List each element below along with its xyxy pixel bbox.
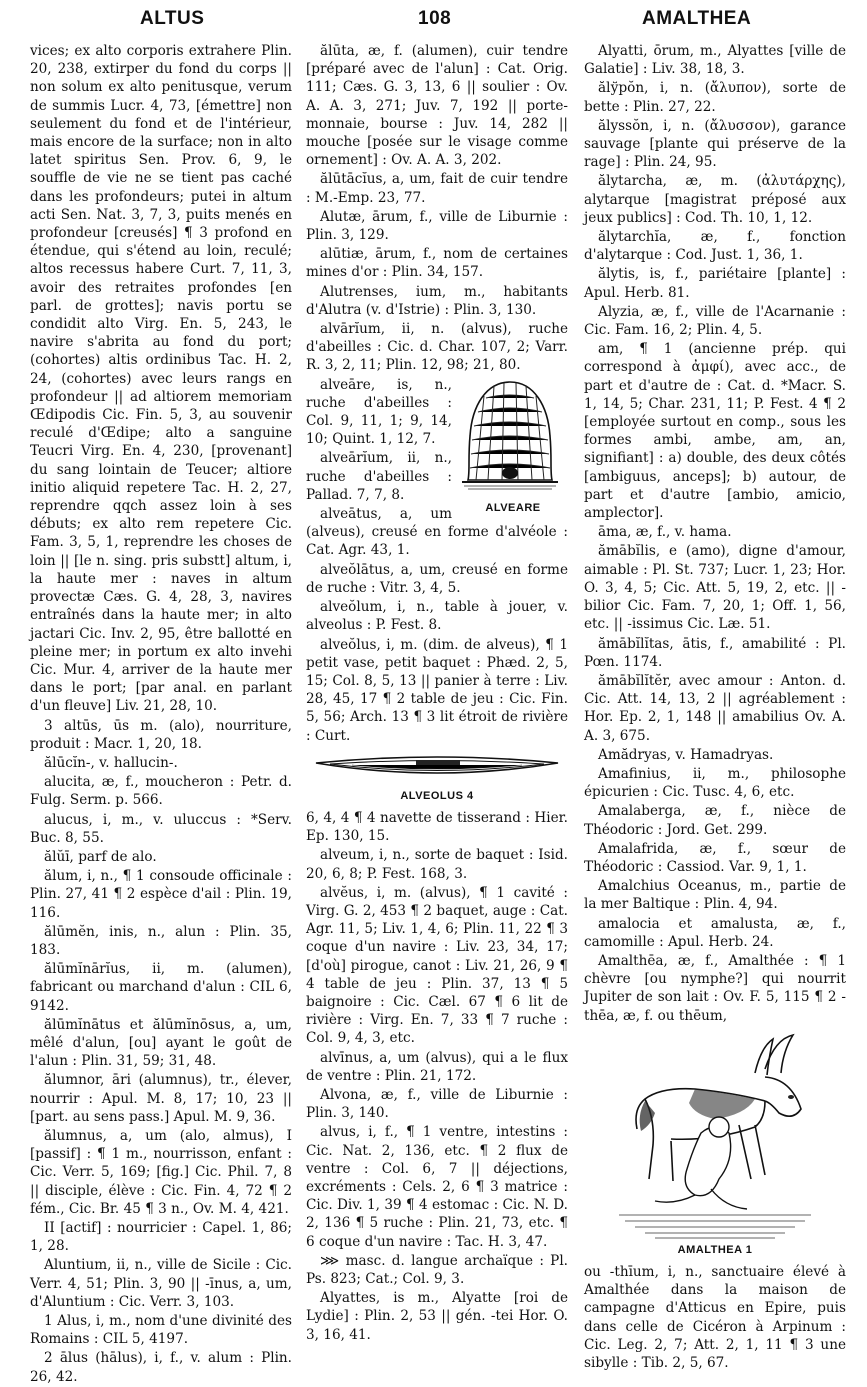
entry-alumnus: ălumnus, a, um (alo, almus), I [passif] : ¶ 1 m., nourrisson, enfant : Cic. Verr. 5, 169; [fig.] Cic. Phil. 7, 8 || disciple, élève : Cic. Fin. 4, 72 ¶ 2 fém., Cic. Br. 45 ¶ 3 n., Ov. M. 4, 421. — [30, 1127, 292, 1217]
entry-amabilitas: ămābĭlĭtas, ātis, f., amabilité : Pl. Pœn. 1174. — [584, 635, 846, 670]
page-number: 108 — [418, 8, 452, 29]
figure-alveare — [458, 376, 568, 517]
entry-alyatti: Alyatti, ōrum, m., Alyattes [ville de Galatie] : Liv. 38, 18, 3. — [584, 43, 846, 78]
entry-alveolus: alveŏlus, i, m. (dim. de alveus), ¶ 1 petit vase, petit baquet : Phæd. 2, 5, 15; Col. 8, 5, 13 || panier à terre : Liv. 28, 45, 17 ¶ 2 table de jeu : Cic. Fin. 5, 56; Arch. 13 ¶ 3 lit étroit de rivière : Curt. — [306, 636, 568, 744]
entry-aluta: ălūta, æ, f. (alumen), cuir tendre [préparé avec de l'alun] : Cat. Orig. 111; Cæs. G. 3, 13, 6 || soulier : Ov. A. A. 3, 271; Juv. 7, 192 || porte-monnaie, bourse : Juv. 14, 282 || mouche [posée sur le visage comme ornement] : Ov. A. A. 3, 202. — [306, 43, 568, 169]
entry-alvinus: alvīnus, a, um (alvus), qui a le flux de ventre : Plin. 21, 172. — [306, 1049, 568, 1084]
entry-alus-2: 2 ālus (hālus), i, f., v. alum : Plin. 26, 42. — [30, 1350, 292, 1385]
entry-alvus-note: ⋙ masc. d. langue archaïque : Pl. Ps. 823; Cat.; Col. 9, 3. — [306, 1252, 568, 1287]
figure-caption: ALVEARE — [485, 501, 541, 514]
entry-alveolus-continued: 6, 4, 4 ¶ 4 navette de tisserand : Hier. Ep. 130, 15. — [306, 809, 568, 845]
entry-alytarcha: ălytarcha, æ, m. (ἀλυτάρχης), alytarque [magistrat préposé aux jeux publics] : Cod. Th. 10, 1, 12. — [584, 173, 846, 226]
entry-alucin: ălūcĭn-, v. hallucin-. — [44, 754, 178, 771]
entry-alytarchia: ălytarchĭa, æ, f., fonction d'alytarque : Cod. Just. 1, 36, 1. — [584, 229, 846, 264]
entry-alum: ălum, i, n., ¶ 1 consoude officinale : Plin. 27, 41 ¶ 2 espèce d'ail : Plin. 19, 116. — [30, 868, 292, 921]
entry-ama: āma, æ, f., v. hama. — [598, 524, 732, 541]
figure-caption: ALVEOLUS 4 — [400, 789, 474, 802]
entry-alus-1: 1 Alus, i, m., nom d'une divinité des Romains : CIL 5, 4197. — [30, 1313, 292, 1348]
entry-aluntium: Aluntium, ii, n., ville de Sicile : Cic. Verr. 4, 51; Plin. 3, 90 || -īnus, a, um, d'Aluntium : Cic. Verr. 3, 103. — [30, 1257, 292, 1310]
entry-alveare: alveāre, is, n., ruche d'abeilles : Col. 9, 11, 1; 9, 14, 10; Quint. 1, 12, 7. — [306, 376, 452, 448]
column-2 — [306, 42, 568, 1345]
entry-amabiliter: ămābĭlĭtĕr, avec amour : Anton. d. Cic. Att. 14, 13, 2 || agréablement : Hor. Ep. 2, 1, 148 || amabilius Ov. A. A. 3, 675. — [584, 672, 846, 744]
goat-and-child-illustration — [615, 1029, 815, 1241]
entry-alvearium: alveārĭum, ii, n., ruche d'abeilles : Pallad. 7, 7, 8. — [306, 450, 452, 503]
entry-am: am, ¶ 1 (ancienne prép. qui correspond à ἀμφί), avec acc., de part et d'autre de : Cat. d. *Macr. S. 1, 14, 5; Char. 231, 11; P. Fest. 4 ¶ 2 [employée surtout en comp., sous les formes ambi, ambe, am, an, signifiant] : a) double, des deux côtés [ambiguus, anceps]; b) autour, de part et d'autre [ambio, amicio, amplector]. — [584, 341, 846, 522]
shuttle-illustration — [312, 749, 562, 787]
entry-alutacius: ălūtācĭus, a, um, fait de cuir tendre : M.-Emp. 23, 77. — [306, 171, 568, 206]
entry-alytis: ălytis, is, f., pariétaire [plante] : Apul. Herb. 81. — [584, 266, 846, 301]
entry-alucus: alucus, i, m., v. uluccus : *Serv. Buc. 8, 55. — [30, 811, 292, 846]
running-head-right: AMALTHEA — [642, 8, 752, 29]
entry-alui: ălŭī, parf de alo. — [44, 848, 157, 865]
entry-amafinius: Amafinius, ii, m., philosophe épicurien : Cic. Tusc. 4, 6, etc. — [584, 765, 846, 801]
page-header — [0, 8, 867, 36]
entry-alypon: ălўpŏn, i, n. (ἄλυπον), sorte de bette : Plin. 27, 22. — [584, 80, 846, 115]
entry-alveatus: alveātus, a, um (alveus), creusé en forme d'alvéole : Cat. Agr. 43, 1. — [306, 506, 568, 559]
entry-alveolatus: alveŏlātus, a, um, creusé en forme de ruche : Vitr. 3, 4, 5. — [306, 561, 568, 596]
column-3 — [584, 42, 846, 1373]
entry-amadryas: Amădryas, v. Hamadryas. — [598, 746, 774, 763]
figure-alveolus — [306, 749, 568, 805]
entry-alumnor: ălumnor, āri (alumnus), tr., élever, nourrir : Apul. M. 8, 17; 10, 23 || [part. au sens pass.] Apul. M. 9, 36. — [30, 1072, 292, 1125]
beehive-illustration — [458, 376, 562, 494]
entry-altus-3: 3 altūs, ūs m. (alo), nourriture, produit : Macr. 1, 20, 18. — [30, 717, 292, 752]
figure-caption: AMALTHEA 1 — [677, 1243, 753, 1256]
entry-alvarium: alvārĭum, ii, n. (alvus), ruche d'abeilles : Cic. d. Char. 107, 2; Varr. R. 3, 2, 11; Plin. 12, 98; 21, 80. — [306, 321, 568, 374]
entry-alumnus-active: II [actif] : nourricier : Capel. 1, 86; 1, 28. — [30, 1220, 292, 1255]
entry-alvona: Alvona, æ, f., ville de Liburnie : Plin. 3, 140. — [306, 1086, 568, 1122]
entry-aluminatus: ălūmĭnātus et ălūmĭnōsus, a, um, mêlé d'alun, [ou] ayant le goût de l'alun : Plin. 31, 59; 31, 48. — [30, 1016, 292, 1070]
entry-alyattes: Alyattes, is m., Alyatte [roi de Lydie] : Plin. 2, 53 || gén. -tei Hor. O. 3, 16, 41. — [306, 1290, 568, 1343]
entry-alysson: ălyssŏn, i, n. (ἄλυσσον), garance sauvage [plante qui préserve de la rage] : Plin. 24, 95. — [584, 117, 846, 171]
running-head-left: ALTUS — [140, 8, 205, 29]
entry-alutiae: alūtiæ, ārum, f., nom de certaines mines d'or : Plin. 34, 157. — [306, 246, 568, 281]
entry-alveus: alvĕus, i, m. (alvus), ¶ 1 cavité : Virg. G. 2, 453 ¶ 2 baquet, auge : Cat. Agr. 11, 5; Liv. 1, 4, 6; Plin. 11, 22 ¶ 3 coque d'un navire : Liv. 23, 34, 17; [d'où] pirogue, canot : Liv. 21, 26, 9 ¶ 4 table de jeu : Plin. 37, 13 ¶ 5 baignoire : Cic. Cæl. 67 ¶ 6 lit de rivière : Virg. En. 7, 33 ¶ 7 ruche : Col. 9, 4, 3, etc. — [306, 884, 568, 1047]
entry-amabilis: ămābĭlis, e (amo), digne d'amour, aimable : Pl. St. 737; Lucr. 1, 23; Hor. O. 3, 4, 5; Cic. Att. 5, 19, 2, etc. || -bilior Cic. Fam. 7, 20, 1; Off. 1, 56, etc. || -issimus Cic. Læ. 51. — [584, 543, 846, 633]
entry-alumen: ălūmĕn, inis, n., alun : Plin. 35, 183. — [30, 923, 292, 958]
entry-amalaberga: Amalaberga, æ, f., nièce de Théodoric : Jord. Get. 299. — [584, 803, 846, 838]
entry-amalafrida: Amalafrida, æ, f., sœur de Théodoric : Cassiod. Var. 9, 1, 1. — [584, 840, 846, 875]
entry-alutrenses: Alutrenses, ium, m., habitants d'Alutra (v. d'Istrie) : Plin. 3, 130. — [306, 283, 568, 318]
entry-alutae: Alutæ, ārum, f., ville de Liburnie : Plin. 3, 129. — [306, 208, 568, 244]
entry-alucita: alucita, æ, f., moucheron : Petr. d. Fulg. Serm. p. 566. — [30, 774, 292, 809]
entry-amalthea-continued: ou -thīum, i, n., sanctuaire élevé à Amalthée dans la maison de campagne d'Atticus en Epire, puis dans celle de Cicéron à Arpinum : Cic. Leg. 2, 7; Att. 2, 1, 11 ¶ 3 une sibylle : Tib. 2, 5, 67. — [584, 1263, 846, 1371]
entry-alveum: alveum, i, n., sorte de baquet : Isid. 20, 6, 8; P. Fest. 168, 3. — [306, 847, 568, 882]
entry-aluminarius: ălūmĭnārĭus, ii, m. (alumen), fabricant ou marchand d'alun : CIL 6, 9142. — [30, 961, 292, 1014]
entry-amalocia: amalocia et amalusta, æ, f., camomille : Apul. Herb. 24. — [584, 915, 846, 950]
entry-alyzia: Alyzia, æ, f., ville de l'Acarnanie : Cic. Fam. 16, 2; Plin. 4, 5. — [584, 303, 846, 339]
column-1 — [30, 42, 292, 1387]
entry-amalthea: Amalthēa, æ, f., Amalthée : ¶ 1 chèvre [ou nymphe?] qui nourrit Jupiter de son lait : Ov. F. 5, 115 ¶ 2 -thēa, æ, f. ou thēum, — [584, 952, 846, 1024]
entry-alvus: alvus, i, f., ¶ 1 ventre, intestins : Cic. Nat. 2, 136, etc. ¶ 2 flux de ventre : Col. 6, 7 || déjections, excréments : Cels. 2, 6 ¶ 3 matrice : Cic. Div. 1, 39 ¶ 4 estomac : Cic. N. D. 2, 136 ¶ 5 ruche : Plin. 21, 73, etc. ¶ 6 coque d'un navire : Tac. H. 3, 47. — [306, 1124, 568, 1250]
entry-altus-continued: vices; ex alto corporis extrahere Plin. 20, 238, extirper du fond du corps || non solum ex alto penitusque, verum de summis Lucr. 4, 73, [émettre] non seulement du fond et de l'intérieur, mais encore de la surface; non in alto latet spiritus Sen. Prov. 6, 9, le souffle de vie ne se tient pas caché dans les profondeurs; putei in altum acti Sen. Nat. 3, 7, 3, puits menés en profondeur [creusés] ¶ 3 profond en étendue, qui s'étend au loin, reculé; altos recessus habere Curt. 7, 11, 3, avoir des retraites profondes [en parl. de grottes]; navis portu se condidit alto Virg. En. 5, 243, le navire s'abrita au fond du port; (cohortes) altis ordinibus Tac. H. 2, 24, (cohortes) avec leurs rangs en profondeur || ad altiorem memoriam Œdipodis Cic. Fin. 5, 3, au souvenir reculé d'Œdipe; alto a sanguine Teucri Virg. En. 4, 230, [provenant] du sang lointain de Teucer; altiore initio aliquid repetere Tac. H. 2, 27, reprendre qqch assez loin à ses débuts; ex alto rem repetere Cic. Fam. 3, 5, 1, reprendre les choses de loin || [le n. sing. pris substt] altum, i, la haute mer : naves in altum provectæ Cæs. G. 4, 28, 3, navires entraînés dans la haute mer; in alto jactari Cic. Inv. 2, 95, être ballotté en pleine mer; in portum ex alto invehi Cic. Mur. 4, arriver de la haute mer dans le port; [par anal. en parlant d'un fleuve] Liv. 21, 28, 10. — [30, 43, 292, 715]
entry-alveolum: alveŏlum, i, n., table à jouer, v. alveolus : P. Fest. 8. — [306, 599, 568, 634]
entry-amalchius: Amalchius Oceanus, m., partie de la mer Baltique : Plin. 4, 94. — [584, 878, 846, 913]
figure-amalthea — [584, 1029, 846, 1259]
